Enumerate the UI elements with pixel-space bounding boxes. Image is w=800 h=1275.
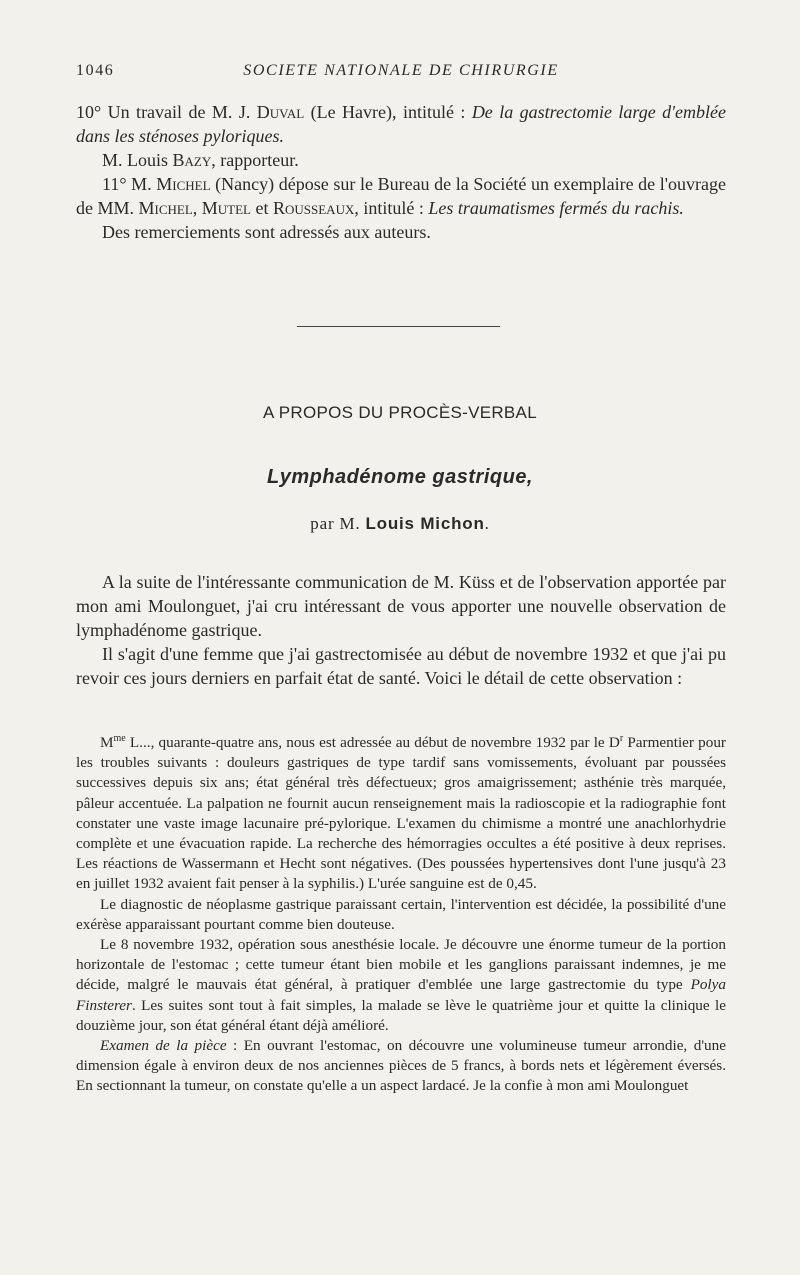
journal-title: SOCIETE NATIONALE DE CHIRURGIE <box>243 62 559 79</box>
article-intro <box>76 570 726 690</box>
section-title: A PROPOS DU PROCÈS-VERBAL <box>263 403 537 422</box>
page-number: 1046 <box>76 62 115 79</box>
item-11: 11° M. Michel (Nancy) dépose sur le Bureau de la Société un exemplaire de l'ouvrage de MM. Michel, Mutel et Rousseaux, intitulé : Les traumatismes fermés du rachis. <box>76 174 726 218</box>
work-title-gastrectomie: De la gastrectomie large d'emblée dans les sténoses pyloriques. <box>76 102 726 146</box>
observation-paragraph-3: Le 8 novembre 1932, opération sous anesthésie locale. Je découvre une énorme tumeur de la portion horizontale de l'estomac ; cette tumeur étant bien mobile et les ganglions paraissant indemnes, je me décide, malgré le mauvais état général, à pratiquer d'emblée une large gastrectomie du type Polya Finsterer. Les suites sont tout à fait simples, la malade se lève le quatrième jour et quitte la clinique le douzième jour, son état général étant déjà amélioré. <box>76 936 726 1034</box>
thanks-line: Des remerciements sont adressés aux auteurs. <box>102 222 431 242</box>
work-title-rachis: Les traumatismes fermés du rachis. <box>428 198 684 218</box>
item-10-rapporteur: M. Louis Bazy, rapporteur. <box>102 150 299 170</box>
author-duval: Duval <box>256 102 305 122</box>
article-title: Lymphadénome gastrique, <box>267 466 533 488</box>
observation-text <box>76 733 726 1097</box>
item-10: 10° Un travail de M. J. Duval (Le Havre), intitulé : De la gastrectomie large d'emblée dans les sténoses pyloriques. <box>76 102 726 146</box>
intro-paragraph-2: Il s'agit d'une femme que j'ai gastrectomisée au début de novembre 1932 et que j'ai pu revoir ces jours derniers en parfait état de santé. Voici le détail de cette observation : <box>76 644 726 688</box>
observation-paragraph-1: $M^{me}$ L..., quarante-quatre ans, nous est adressée au début de novembre 1932 par le $D^r$ Parmentier pour les troubles suivants : douleurs gastriques de type tardif sans vomissements, évoluant par poussées successives depuis six ans; état général très défectueux; gros amaigrissement; asthénie très marquée, pâleur accentuée. La palpation ne fournit aucun renseignement mais la radioscopie et la radiographie font constater une vaste image lacunaire pré-pylorique. L'examen du chimisme a montré une anachlorhydrie complète et une évacuation rapide. La recherche des hémorragies occultes a été positive à deux reprises. Les réactions de Wassermann et Hecht sont négatives. (Des poussées hypertensives dont l'une jusqu'à 23 en juillet 1932 avaient fait penser à la syphilis.) L'urée sanguine est de 0,45. <box>76 732 726 893</box>
examen-label: Examen de la pièce <box>100 1037 227 1055</box>
separator-rule <box>297 326 500 327</box>
observation-paragraph-2: Le diagnostic de néoplasme gastrique paraissant certain, l'intervention est décidée, la possibilité d'une exérèse apparaissant pourtant comme bien douteuse. <box>76 895 726 933</box>
intro-paragraph-1: A la suite de l'intéressante communication de M. Küss et de l'observation apportée par mon ami Moulonguet, j'ai cru intéressant de vous apporter une nouvelle observation de lymphadénome gastrique. <box>76 572 726 640</box>
observation-paragraph-4: Examen de la pièce : En ouvrant l'estomac, on découvre une volumineuse tumeur arrondie, d'une dimension égale à environ deux de nos anciennes pièces de 5 francs, à bords nets et légèrement éversés. En sectionnant la tumeur, on constate qu'elle a un aspect lardacé. Je la confie à mon ami Moulonguet <box>76 1037 726 1095</box>
announcements <box>76 100 726 244</box>
rapporteur-bazy: Bazy <box>172 150 212 170</box>
running-head <box>76 62 726 86</box>
article-author: par M. Louis Michon. <box>310 514 490 533</box>
author-name: Louis Michon <box>365 514 485 533</box>
